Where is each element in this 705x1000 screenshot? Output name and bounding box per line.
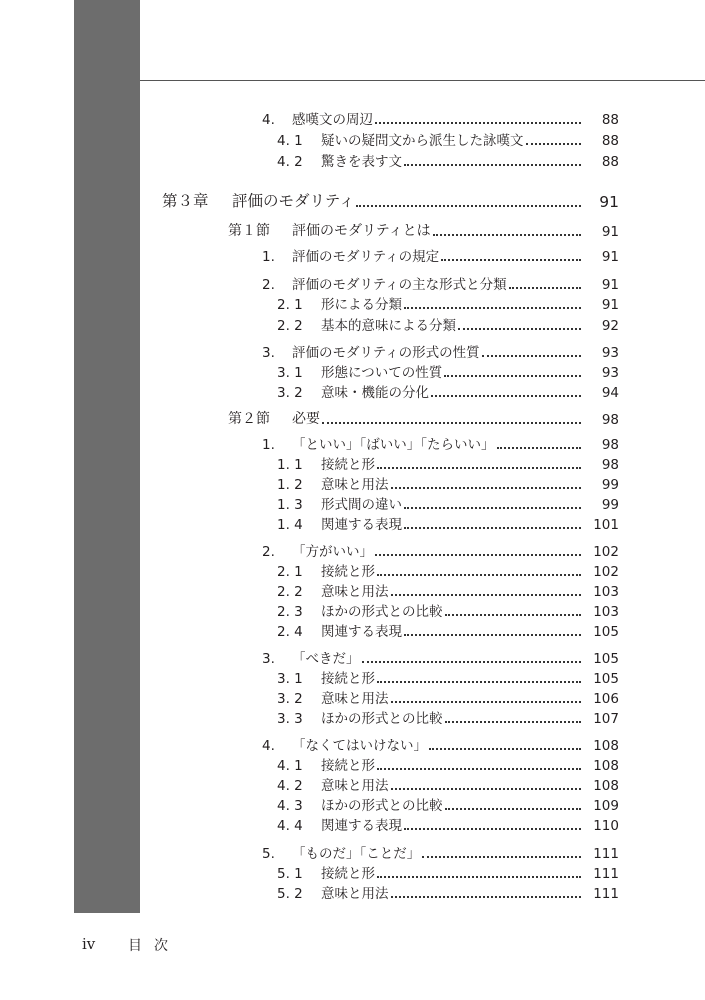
toc-entry-number: 5.	[262, 846, 275, 862]
toc-entry-item[interactable]	[262, 243, 619, 265]
toc-entry-page: 111	[593, 886, 619, 902]
toc-entry-page: 103	[593, 604, 619, 620]
leader-dots	[377, 863, 581, 878]
toc-entry-sub[interactable]	[277, 860, 619, 882]
toc-entry-number: 2. 2	[277, 584, 303, 600]
toc-entry-number: 3.	[262, 345, 275, 361]
toc-entry-page: 105	[593, 671, 619, 687]
toc-entry-number: 1.	[262, 437, 275, 453]
toc-entry-number: 1. 2	[277, 477, 303, 493]
toc-entry-item[interactable]	[262, 339, 619, 361]
toc-entry-page: 88	[601, 112, 619, 128]
toc-entry-sub[interactable]	[277, 812, 619, 834]
toc-entry-number: 1. 4	[277, 517, 303, 533]
leader-dots	[391, 883, 582, 898]
toc-entry-title: 意味と用法	[321, 778, 389, 794]
toc-entry-title: 「べきだ」	[292, 651, 360, 667]
leader-dots	[445, 795, 582, 810]
toc-entry-title: 接続と形	[321, 457, 375, 473]
toc-entry-title: 「方がいい」	[292, 544, 373, 560]
toc-entry-sub[interactable]	[277, 598, 619, 620]
toc-entry-number: 3. 1	[277, 365, 303, 381]
toc-entry-sub[interactable]	[277, 511, 619, 533]
toc-entry-page: 88	[601, 154, 619, 170]
toc-entry-page: 92	[601, 318, 619, 334]
toc-entry-section[interactable]	[228, 218, 619, 240]
toc-entry-page: 99	[601, 477, 619, 493]
toc-entry-item[interactable]	[262, 271, 619, 293]
toc-entry-chapter[interactable]	[162, 189, 619, 211]
leader-dots	[404, 494, 581, 509]
toc-entry-number: 3. 1	[277, 671, 303, 687]
toc-entry-title: 接続と形	[321, 758, 375, 774]
toc-entry-number: 3. 2	[277, 385, 303, 401]
toc-entry-item[interactable]	[262, 431, 619, 453]
toc-entry-sub[interactable]	[277, 752, 619, 774]
toc-entry-title: 接続と形	[321, 671, 375, 687]
leader-dots	[441, 246, 581, 261]
toc-entry-number: 2. 1	[277, 297, 303, 313]
toc-entry-number: 1. 3	[277, 497, 303, 513]
toc-entry-title: 形態についての性質	[321, 365, 443, 381]
toc-entry-title: 基本的意味による分類	[321, 318, 456, 334]
toc-entry-number: 2. 2	[277, 318, 303, 334]
toc-entry-item[interactable]	[262, 106, 619, 128]
toc-entry-sub[interactable]	[277, 491, 619, 513]
toc-entry-page: 111	[593, 866, 619, 882]
toc-entry-sub[interactable]	[277, 312, 619, 334]
toc-entry-sub[interactable]	[277, 451, 619, 473]
toc-entry-number: 4.	[262, 738, 275, 754]
toc-entry-title: ほかの形式との比較	[321, 604, 443, 620]
toc-entry-title: 驚きを表す文	[321, 154, 402, 170]
side-tab-bar	[74, 0, 140, 913]
leader-dots	[377, 561, 581, 576]
leader-dots	[429, 735, 581, 750]
toc-entry-number: 4. 1	[277, 758, 303, 774]
leader-dots	[509, 274, 581, 289]
toc-entry-sub[interactable]	[277, 359, 619, 381]
toc-entry-page: 109	[593, 798, 619, 814]
toc-entry-sub[interactable]	[277, 685, 619, 707]
toc-entry-title: 意味と用法	[321, 584, 389, 600]
toc-entry-number: 2.	[262, 544, 275, 560]
toc-entry-section[interactable]	[228, 406, 619, 428]
leader-dots	[422, 843, 581, 858]
toc-entry-item[interactable]	[262, 645, 619, 667]
toc-entry-number: 4. 4	[277, 818, 303, 834]
toc-entry-title: 形式間の違い	[321, 497, 402, 513]
toc-entry-page: 98	[601, 457, 619, 473]
toc-entry-title: 意味・機能の分化	[321, 385, 429, 401]
toc-entry-number: 5. 2	[277, 886, 303, 902]
toc-entry-title: 関連する表現	[321, 517, 402, 533]
toc-entry-number: 4. 3	[277, 798, 303, 814]
toc-entry-page: 108	[593, 738, 619, 754]
leader-dots	[375, 109, 581, 124]
toc-entry-sub[interactable]	[277, 558, 619, 580]
toc-entry-title: ほかの形式との比較	[321, 798, 443, 814]
toc-entry-number: 3. 3	[277, 711, 303, 727]
toc-entry-title: 評価のモダリティとは	[292, 223, 431, 239]
toc-entry-page: 91	[601, 249, 619, 265]
toc-entry-number: 5. 1	[277, 866, 303, 882]
header-rule	[140, 80, 705, 81]
toc-entry-page: 110	[593, 818, 619, 834]
toc-entry-title: 意味と用法	[321, 477, 389, 493]
toc-entry-page: 94	[601, 385, 619, 401]
toc-entry-sub[interactable]	[277, 127, 619, 149]
leader-dots	[377, 668, 581, 683]
toc-entry-title: 意味と用法	[321, 886, 389, 902]
leader-dots	[391, 474, 582, 489]
toc-entry-title: 疑いの疑問文から派生した詠嘆文	[321, 133, 524, 149]
toc-entry-page: 102	[593, 544, 619, 560]
leader-dots	[482, 342, 581, 357]
toc-entry-title: 「といい」「ばいい」「たらいい」	[292, 437, 495, 453]
toc-entry-number: 2. 1	[277, 564, 303, 580]
toc-entry-sub[interactable]	[277, 578, 619, 600]
leader-dots	[404, 815, 581, 830]
toc-entry-sub[interactable]	[277, 148, 619, 170]
toc-entry-page: 106	[593, 691, 619, 707]
leader-dots	[404, 621, 581, 636]
toc-entry-page: 98	[601, 437, 619, 453]
leader-dots	[322, 409, 581, 424]
toc-entry-number: 第３章	[162, 192, 209, 210]
toc-entry-number: 4.	[262, 112, 275, 128]
leader-dots	[362, 648, 582, 663]
toc-entry-number: 4. 1	[277, 133, 303, 149]
toc-entry-title: 評価のモダリティの主な形式と分類	[292, 277, 507, 293]
toc-entry-page: 93	[601, 365, 619, 381]
toc-entry-sub[interactable]	[277, 618, 619, 640]
running-title: 目次	[128, 938, 180, 954]
toc-entry-item[interactable]	[262, 732, 619, 754]
leader-dots	[391, 581, 582, 596]
leader-dots	[356, 192, 581, 207]
leader-dots	[526, 130, 582, 145]
toc-entry-page: 91	[601, 297, 619, 313]
toc-entry-number: 4. 2	[277, 778, 303, 794]
toc-entry-title: 意味と用法	[321, 691, 389, 707]
toc-entry-title: ほかの形式との比較	[321, 711, 443, 727]
toc-entry-sub[interactable]	[277, 880, 619, 902]
toc-entry-sub[interactable]	[277, 772, 619, 794]
toc-entry-page: 93	[601, 345, 619, 361]
leader-dots	[404, 294, 581, 309]
toc-entry-title: 評価のモダリティ	[232, 192, 355, 210]
toc-entry-page: 103	[593, 584, 619, 600]
leader-dots	[375, 541, 581, 556]
toc-entry-number: 1. 1	[277, 457, 303, 473]
toc-entry-sub[interactable]	[277, 665, 619, 687]
leader-dots	[391, 688, 582, 703]
toc-entry-number: 3.	[262, 651, 275, 667]
toc-entry-title: 接続と形	[321, 866, 375, 882]
leader-dots	[445, 601, 582, 616]
toc-entry-title: 感嘆文の周辺	[292, 112, 373, 128]
toc-entry-number: 4. 2	[277, 154, 303, 170]
leader-dots	[377, 454, 581, 469]
toc-entry-page: 91	[601, 224, 619, 240]
toc-entry-number: 2. 4	[277, 624, 303, 640]
toc-entry-sub[interactable]	[277, 379, 619, 401]
toc-entry-number: 3. 2	[277, 691, 303, 707]
toc-entry-title: 「ものだ」「ことだ」	[292, 846, 421, 862]
toc-entry-title: 必要	[292, 411, 320, 427]
toc-entry-sub[interactable]	[277, 705, 619, 727]
toc-entry-page: 108	[593, 758, 619, 774]
leader-dots	[458, 315, 581, 330]
toc-entry-page: 105	[593, 624, 619, 640]
leader-dots	[404, 514, 581, 529]
leader-dots	[431, 382, 581, 397]
page-folio: iv	[82, 935, 96, 953]
toc-entry-number: 2. 3	[277, 604, 303, 620]
toc-entry-sub[interactable]	[277, 792, 619, 814]
toc-entry-page: 99	[601, 497, 619, 513]
toc-entry-item[interactable]	[262, 538, 619, 560]
toc-entry-page: 88	[601, 133, 619, 149]
toc-entry-page: 98	[601, 412, 619, 428]
toc-entry-title: 関連する表現	[321, 624, 402, 640]
toc-entry-title: 形による分類	[321, 297, 402, 313]
toc-entry-title: 評価のモダリティの形式の性質	[292, 345, 480, 361]
leader-dots	[497, 434, 582, 449]
toc-entry-title: 関連する表現	[321, 818, 402, 834]
toc-entry-number: 第１節	[228, 223, 270, 239]
leader-dots	[433, 221, 581, 236]
toc-entry-page: 101	[593, 517, 619, 533]
leader-dots	[404, 151, 581, 166]
toc-entry-title: 評価のモダリティの規定	[292, 249, 440, 265]
toc-entry-number: 2.	[262, 277, 275, 293]
toc-entry-page: 105	[593, 651, 619, 667]
leader-dots	[445, 708, 582, 723]
toc-entry-page: 111	[593, 846, 619, 862]
toc-entry-page: 91	[601, 277, 619, 293]
toc-entry-page: 91	[599, 193, 619, 211]
toc-entry-sub[interactable]	[277, 291, 619, 313]
toc-entry-title: 接続と形	[321, 564, 375, 580]
toc-entry-page: 108	[593, 778, 619, 794]
toc-entry-item[interactable]	[262, 840, 619, 862]
leader-dots	[444, 362, 581, 377]
leader-dots	[377, 755, 581, 770]
toc-entry-title: 「なくてはいけない」	[292, 738, 427, 754]
toc-entry-page: 107	[593, 711, 619, 727]
toc-entry-number: 1.	[262, 249, 275, 265]
toc-entry-page: 102	[593, 564, 619, 580]
leader-dots	[391, 775, 582, 790]
toc-entry-number: 第２節	[228, 411, 270, 427]
toc-entry-sub[interactable]	[277, 471, 619, 493]
